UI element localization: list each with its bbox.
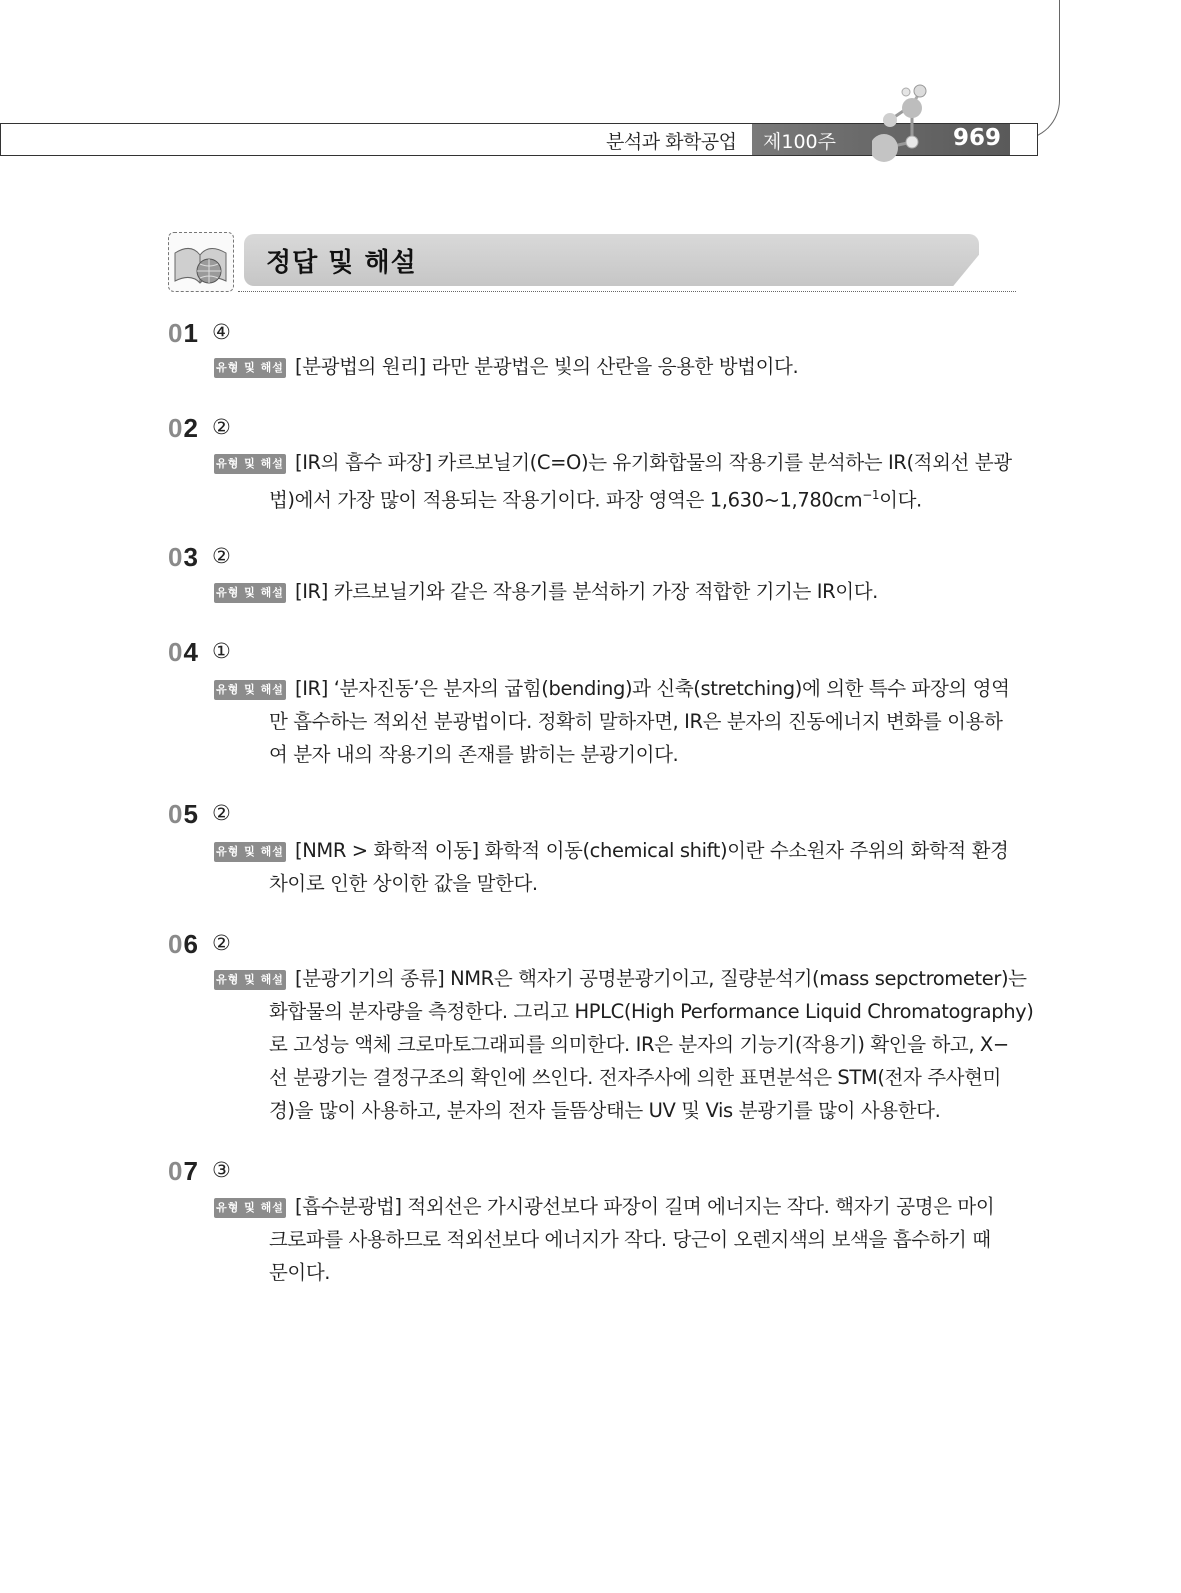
explanation-line: 크로파를 사용하므로 적외선보다 에너지가 작다. 당근이 오렌지색의 보색을 흡수하기 때: [269, 1228, 991, 1251]
explanation-badge: 유형 및 해설 ●●: [214, 454, 286, 474]
molecule-icon: [872, 80, 962, 170]
question-number: 02: [168, 413, 199, 443]
explanation-badge: 유형 및 해설 ●●: [214, 1198, 286, 1218]
answer-mark: ③: [212, 1158, 231, 1182]
header-corner-curve: [1000, 0, 1060, 140]
explanation-line: 법)에서 가장 많이 적용되는 작용기이다. 파장 영역은 $1,630\sim 1,780cm^{-1}$이다.: [269, 488, 922, 512]
explanation: [269, 1190, 1019, 1289]
superscript-minus-one: −1: [862, 488, 880, 502]
explanation-line: 로 고성능 액체 크로마토그래피를 의미한다. IR은 분자의 기능기(작용기) 확인을 하고, X−: [269, 1033, 1009, 1056]
explanation-line: 문이다.: [269, 1261, 331, 1284]
answer-mark: ①: [212, 639, 231, 663]
answer-mark: ②: [212, 801, 231, 825]
answer-mark: ②: [212, 415, 231, 439]
question-number: 07: [168, 1156, 199, 1186]
explanation-badge: 유형 및 해설 ●●: [214, 680, 286, 700]
question-number: 01: [168, 318, 199, 348]
question-number: 06: [168, 929, 199, 959]
question-number: 03: [168, 542, 199, 572]
answer-mark: ④: [212, 320, 231, 344]
answer-mark: ②: [212, 931, 231, 955]
explanation-badge: 유형 및 해설 ●●: [214, 842, 286, 862]
explanation: [269, 446, 1019, 517]
explanation-line: 선 분광기는 결정구조의 확인에 쓰인다. 전자주사에 의한 표면분석은 STM(전자 주사현미: [269, 1066, 1001, 1089]
explanation-line: [IR] ‘분자진동’은 분자의 굽힘(bending)과 신축(stretching)에 의한 특수 파장의 영역: [295, 677, 1010, 700]
explanation-line: 차이로 인한 상이한 값을 말한다.: [269, 872, 538, 895]
book-globe-icon: [168, 232, 234, 292]
explanation-line: [IR] 카르보닐기와 같은 작용기를 분석하기 가장 적합한 기기는 IR이다.: [295, 580, 878, 603]
book-illustration-icon: [169, 233, 232, 290]
section-title: 정답 및 해설: [266, 248, 417, 278]
answer-mark: ②: [212, 544, 231, 568]
explanation-badge: 유형 및 해설 ●●: [214, 583, 286, 603]
explanation-badge: 유형 및 해설 ●●: [214, 970, 286, 990]
explanation-line: 여 분자 내의 작용기의 존재를 밝히는 분광기이다.: [269, 743, 679, 766]
explanation: [269, 962, 1034, 1127]
explanation-line: [분광기기의 종류] NMR은 핵자기 공명분광기이고, 질량분석기(mass sepctrometer)는: [295, 967, 1027, 990]
section-title-underline: [238, 291, 1016, 292]
explanation: [269, 834, 1019, 900]
explanation-line: [NMR > 화학적 이동] 화학적 이동(chemical shift)이란 수소원자 주위의 화학적 환경: [295, 839, 1009, 862]
book-title: 분석과 화학공업: [606, 131, 737, 153]
explanation-line: [IR의 흡수 파장] 카르보닐기(C=O)는 유기화합물의 작용기를 분석하는 IR(적외선 분광: [295, 451, 1012, 474]
page-number: 969: [953, 125, 1002, 151]
explanation-line: 경)을 많이 사용하고, 분자의 전자 들뜸상태는 UV 및 Vis 분광기를 많이 사용한다.: [269, 1099, 941, 1122]
explanation: [295, 350, 1019, 383]
explanation-line: 만 흡수하는 적외선 분광법이다. 정확히 말하자면, IR은 분자의 진동에너지 변화를 이용하: [269, 710, 1003, 733]
week-label: 제100주: [763, 131, 836, 153]
question-number: 04: [168, 637, 199, 667]
explanation-badge: 유형 및 해설 ●●: [214, 358, 286, 378]
explanation: [295, 575, 1019, 608]
explanation-line: [분광법의 원리] 라만 분광법은 빛의 산란을 응용한 방법이다.: [295, 355, 799, 378]
explanation-line: [흡수분광법] 적외선은 가시광선보다 파장이 길며 에너지는 작다. 핵자기 공명은 마이: [295, 1195, 995, 1218]
question-number: 05: [168, 799, 199, 829]
explanation-line: 화합물의 분자량을 측정한다. 그리고 HPLC(High Performance Liquid Chromatography): [269, 1000, 1034, 1023]
explanation: [269, 672, 1019, 771]
